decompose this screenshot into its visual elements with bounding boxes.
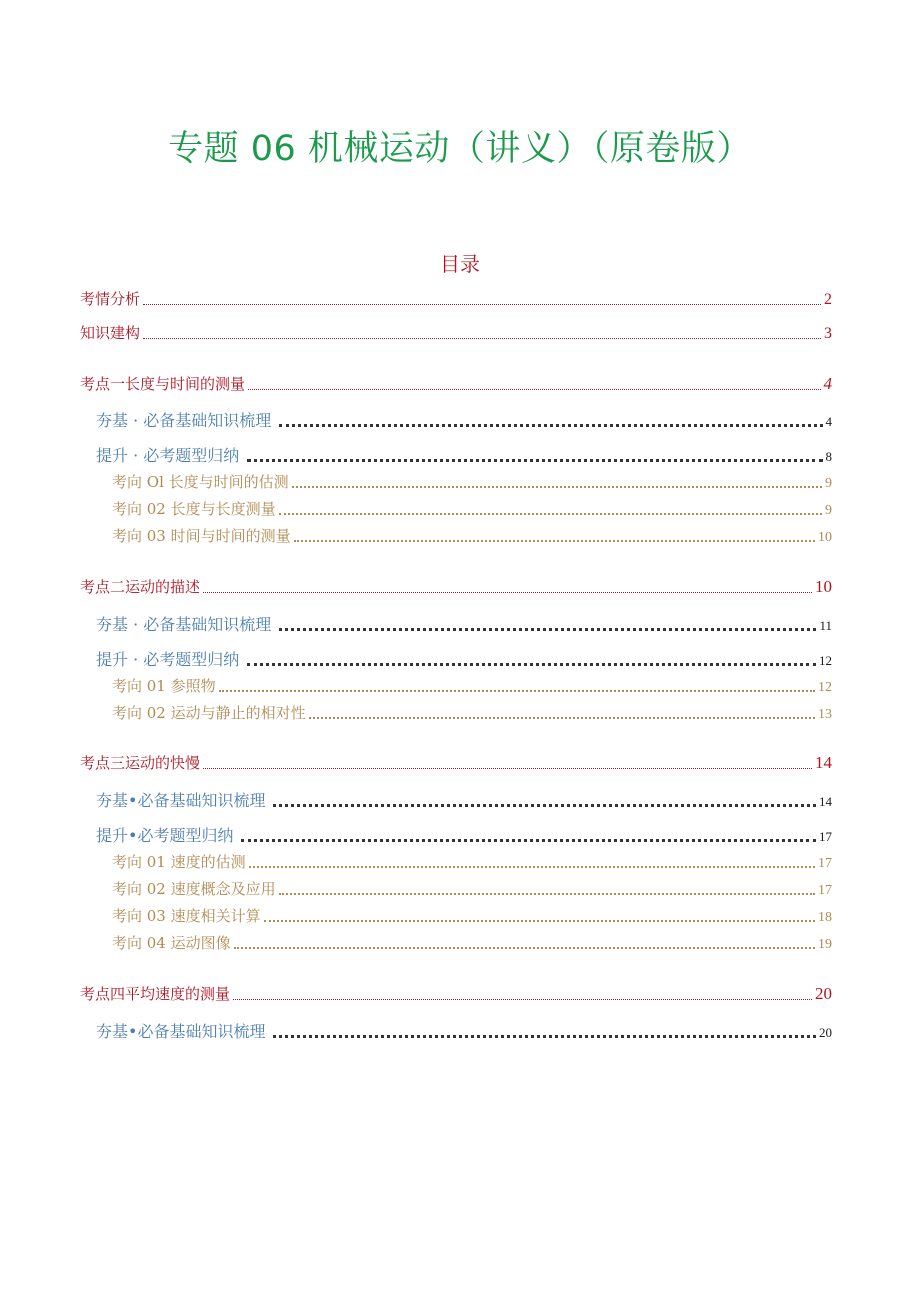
toc-entry-page: 20 bbox=[819, 1025, 832, 1040]
toc-entry-page: 11 bbox=[819, 618, 832, 633]
toc-entry-label: 夯基•必备基础知识梳理 bbox=[96, 1022, 266, 1041]
toc-entry-page: 13 bbox=[818, 707, 832, 722]
toc-entry-section[interactable] bbox=[80, 288, 832, 309]
toc-entry-topic[interactable] bbox=[112, 932, 832, 953]
toc-entry-page: 9 bbox=[825, 503, 832, 518]
toc-entry-label: 考向 02 运动与静止的相对性 bbox=[112, 704, 306, 722]
toc-entry-label: 考向 01 速度的估测 bbox=[112, 853, 246, 871]
toc-entry-page: 8 bbox=[825, 449, 832, 464]
dot-leader bbox=[143, 303, 821, 305]
toc-entry-label: 考点二运动的描述 bbox=[80, 578, 201, 596]
dot-leader bbox=[279, 627, 816, 631]
dot-leader bbox=[219, 689, 815, 692]
dot-leader bbox=[294, 539, 815, 542]
dot-leader bbox=[247, 458, 822, 462]
dot-leader bbox=[264, 919, 815, 922]
toc-entry-label: 考向 02 长度与长度测量 bbox=[112, 500, 276, 518]
toc-entry-page: 3 bbox=[824, 325, 832, 342]
toc-entry-topic[interactable] bbox=[112, 675, 832, 696]
toc-entry-label: 提升•必考题型归纳 bbox=[96, 826, 234, 845]
toc-entry-page: 2 bbox=[824, 291, 832, 308]
dot-leader bbox=[241, 838, 816, 842]
toc-entry-page: 14 bbox=[819, 794, 832, 809]
dot-leader bbox=[143, 337, 821, 339]
dot-leader bbox=[273, 803, 816, 807]
toc-entry-subsection[interactable] bbox=[96, 647, 832, 670]
dot-leader bbox=[279, 423, 822, 427]
toc-entry-page: 10 bbox=[815, 577, 832, 596]
toc-entry-page: 12 bbox=[819, 653, 832, 668]
toc-entry-label: 提升 · 必考题型归纳 bbox=[96, 446, 240, 465]
dot-leader bbox=[234, 946, 815, 949]
dot-leader bbox=[279, 892, 815, 895]
toc-entry-topic[interactable] bbox=[112, 878, 832, 899]
toc-entry-section[interactable] bbox=[80, 576, 832, 597]
dot-leader bbox=[309, 716, 815, 719]
toc-entry-subsection[interactable] bbox=[96, 443, 832, 466]
toc-entry-page: 14 bbox=[815, 753, 832, 772]
dot-leader bbox=[273, 1034, 816, 1038]
toc-entry-section[interactable] bbox=[80, 752, 832, 773]
toc-entry-section[interactable] bbox=[80, 983, 832, 1004]
toc-entry-topic[interactable] bbox=[112, 702, 832, 723]
toc-entry-topic[interactable] bbox=[112, 851, 832, 872]
toc-entry-topic[interactable] bbox=[112, 905, 832, 926]
toc-entry-page: 17 bbox=[818, 883, 832, 898]
toc-entry-label: 夯基 · 必备基础知识梳理 bbox=[96, 411, 272, 430]
dot-leader bbox=[248, 388, 820, 390]
toc-entry-section[interactable] bbox=[80, 322, 832, 343]
toc-entry-page: 17 bbox=[818, 856, 832, 871]
toc-entry-label: 提升 · 必考题型归纳 bbox=[96, 650, 240, 669]
toc-entry-subsection[interactable] bbox=[96, 788, 832, 811]
toc-entry-page: 9 bbox=[825, 476, 832, 491]
toc-entry-topic[interactable] bbox=[112, 525, 832, 546]
toc-entry-label: 知识建构 bbox=[80, 324, 141, 342]
dot-leader bbox=[247, 662, 816, 666]
toc-entry-label: 夯基 · 必备基础知识梳理 bbox=[96, 615, 272, 634]
dot-leader bbox=[292, 485, 822, 488]
toc-entry-label: 考情分析 bbox=[80, 290, 141, 308]
toc-entry-label: 考向 01 参照物 bbox=[112, 677, 216, 695]
toc-entry-label: 夯基•必备基础知识梳理 bbox=[96, 791, 266, 810]
toc-entry-label: 考向 Ol 长度与时间的估测 bbox=[112, 473, 289, 491]
toc-entry-label: 考向 03 速度相关计算 bbox=[112, 907, 261, 925]
toc-entry-page: 12 bbox=[818, 680, 832, 695]
toc-entry-label: 考向 03 时间与时间的测量 bbox=[112, 527, 291, 545]
toc-entry-page: 4 bbox=[825, 414, 832, 429]
page-title: 专题 06 机械运动（讲义）（原卷版） bbox=[168, 129, 752, 169]
toc-entry-page: 17 bbox=[819, 829, 832, 844]
toc-entry-subsection[interactable] bbox=[96, 1019, 832, 1042]
dot-leader bbox=[233, 998, 812, 1000]
toc-entry-topic[interactable] bbox=[112, 471, 832, 492]
toc-entry-page: 19 bbox=[818, 937, 832, 952]
toc-entry-topic[interactable] bbox=[112, 498, 832, 519]
dot-leader bbox=[249, 865, 815, 868]
toc-entry-label: 考向 04 运动图像 bbox=[112, 934, 231, 952]
dot-leader bbox=[203, 591, 812, 593]
toc-entry-subsection[interactable] bbox=[96, 612, 832, 635]
toc-heading: 目录 bbox=[440, 252, 480, 276]
toc-entry-label: 考点一长度与时间的测量 bbox=[80, 375, 246, 393]
toc-entry-label: 考向 02 速度概念及应用 bbox=[112, 880, 276, 898]
toc-entry-subsection[interactable] bbox=[96, 823, 832, 846]
toc-entry-section[interactable] bbox=[80, 373, 832, 394]
toc-entry-label: 考点四平均速度的测量 bbox=[80, 985, 231, 1003]
toc-entry-label: 考点三运动的快慢 bbox=[80, 754, 201, 772]
dot-leader bbox=[279, 512, 822, 515]
toc-entry-page: 20 bbox=[815, 984, 832, 1003]
toc-entry-subsection[interactable] bbox=[96, 408, 832, 431]
toc-entry-page: 10 bbox=[818, 530, 832, 545]
toc-entry-page: 18 bbox=[818, 910, 832, 925]
toc-entry-page: 4 bbox=[823, 374, 832, 393]
dot-leader bbox=[203, 767, 812, 769]
